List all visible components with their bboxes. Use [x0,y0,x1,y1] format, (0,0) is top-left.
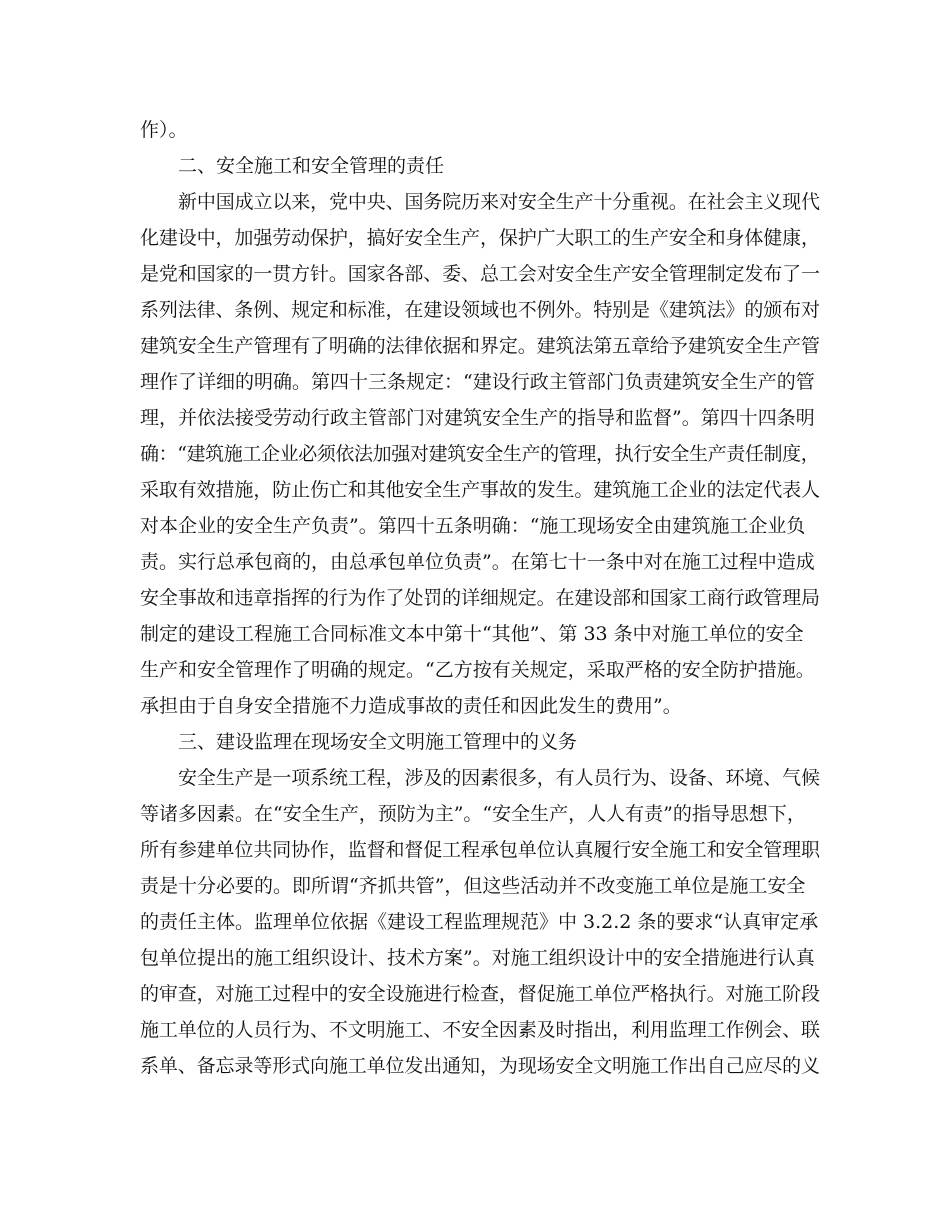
text-line: 等诸多因素。在“安全生产，预防为主”。“安全生产，人人有责”的指导思想下， [140,803,806,825]
text-line: 化建设中，加强劳动保护，搞好安全生产，保护广大职工的生产安全和身体健康， [140,227,820,249]
text-line: 理作了详细的明确。第四十三条规定：“建设行政主管部门负责建筑安全生产的管 [140,371,815,393]
text-line: 作）。 [140,119,188,141]
text-line: 系列法律、条例、规定和标准，在建设领域也不例外。特别是《建筑法》的颁布对 [140,299,820,321]
text-line: 建筑安全生产管理有了明确的法律依据和界定。建筑法第五章给予建筑安全生产管 [140,335,820,357]
text-line: 系单、备忘录等形式向施工单位发出通知，为现场安全文明施工作出自己应尽的义 [140,1055,820,1077]
text-line: 包单位提出的施工组织设计、技术方案”。对施工组织设计中的安全措施进行认真 [140,947,815,969]
text-line: 生产和安全管理作了明确的规定。“乙方按有关规定，采取严格的安全防护措施。 [140,659,815,681]
text-line: 承担由于自身安全措施不力造成事故的责任和因此发生的费用”。 [140,695,682,717]
text-line: 确：“建筑施工企业必须依法加强对建筑安全生产的管理，执行安全生产责任制度， [140,443,820,465]
section-heading-3: 三、建设监理在现场安全文明施工管理中的义务 [178,731,578,753]
text-line: 责是十分必要的。即所谓“齐抓共管”，但这些活动并不改变施工单位是施工安全 [140,875,806,897]
text-line: 是党和国家的一贯方针。国家各部、委、总工会对安全生产安全管理制定发布了一 [140,263,820,285]
text-line: 新中国成立以来，党中央、国务院历来对安全生产十分重视。在社会主义现代 [178,191,820,213]
text-line: 对本企业的安全生产负责”。第四十五条明确：“施工现场安全由建筑施工企业负 [140,515,806,537]
text-line: 的责任主体。监理单位依据《建设工程监理规范》中 3.2.2 条的要求“认真审定承 [140,911,819,933]
text-line: 责。实行总承包商的，由总承包单位负责”。在第七十一条中对在施工过程中造成 [140,551,815,573]
text-line: 所有参建单位共同协作，监督和督促工程承包单位认真履行安全施工和安全管理职 [140,839,820,861]
text-line: 理，并依法接受劳动行政主管部门对建筑安全生产的指导和监督”。第四十四条明 [140,407,815,429]
text-line: 安全生产是一项系统工程，涉及的因素很多，有人员行为、设备、环境、气候 [178,767,820,789]
text-line: 制定的建设工程施工合同标准文本中第十“其他”、第 33 条中对施工单位的安全 [140,623,804,645]
text-line: 施工单位的人员行为、不文明施工、不安全因素及时指出，利用监理工作例会、联 [140,1019,820,1041]
text-line: 安全事故和违章指挥的行为作了处罚的详细规定。在建设部和国家工商行政管理局 [140,587,820,609]
section-heading-2: 二、安全施工和安全管理的责任 [178,155,445,177]
text-line: 采取有效措施，防止伤亡和其他安全生产事故的发生。建筑施工企业的法定代表人 [140,479,820,501]
text-line: 的审查，对施工过程中的安全设施进行检查，督促施工单位严格执行。对施工阶段 [140,983,820,1005]
document-body [140,112,820,1084]
